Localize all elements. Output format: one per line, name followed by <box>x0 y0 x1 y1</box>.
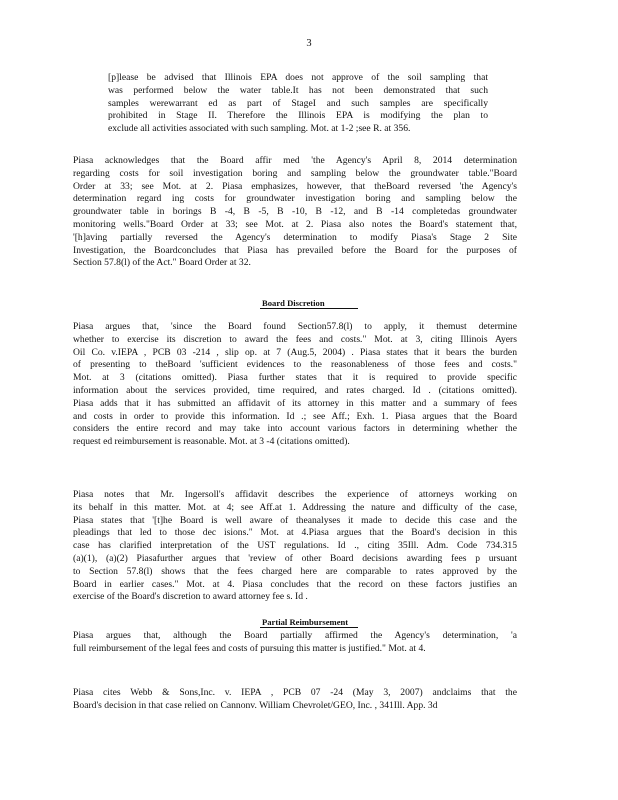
paragraph-board-affirmed <box>73 155 517 270</box>
text-line: Board in earlier cases." Mot. at 4. Piasa concludes that the record on these factors justifies an <box>73 578 517 590</box>
text-line: case has clarified interpretation of the UST regulations. Id ., citing 35Ill. Adm. Code 734.315 <box>73 540 517 552</box>
text-line: Mot. at 3 (citations omitted). Piasa further states that it is required to provide specific <box>73 372 517 384</box>
paragraph-discretion-argument <box>73 321 517 449</box>
text-line: regarding costs for soil investigation boring and sampling below the groundwater table."Board <box>73 167 517 179</box>
text-line: full reimbursement of the legal fees and costs of pursuing this matter is justified." Mot. at 4. <box>73 642 426 654</box>
text-line: Piasa adds that it has submitted an affidavit of its attorney in this matter and a summary of fees <box>73 397 517 409</box>
page-number: 3 <box>306 38 312 49</box>
text-line: prohibited in Stage II. Therefore the Illinois EPA is modifying the plan to <box>108 110 488 122</box>
text-line: information about the services provided, time required, and rates charged. Id . (citations omitted). <box>73 384 517 396</box>
text-line: '[h]aving partially reversed the Agency's determination to modify Piasa's Stage 2 Site <box>73 231 517 243</box>
text-line: and costs in order to provide this information. Id .; see Aff.; Exh. 1. Piasa argues that the Board <box>73 410 517 422</box>
paragraph-webb-citation <box>73 687 517 713</box>
text-line: determination regard ing costs for groundwater investigation boring and sampling below the <box>73 193 517 205</box>
text-line: exercise of the Board's discretion to award attorney fee s. Id . <box>73 591 308 603</box>
text-line: was performed below the water table.It has not been demonstrated that such <box>108 84 488 96</box>
text-line: pleadings that led to those dec isions." Mot. at 4.Piasa argues that the Board's decision in this <box>73 527 517 539</box>
heading-board-discretion: Board Discretion <box>0 298 618 309</box>
text-line: Piasa argues that, 'since the Board found Section57.8(l) to apply, it themust determine <box>73 321 517 332</box>
text-line: groundwater table in borings B -4, B -5, B -10, B -12, and B -14 completedas groundwater <box>73 206 517 218</box>
text-line: considers the entire record and may take into account various factors in determining whether the <box>73 423 517 435</box>
text-line: Piasa argues that, although the Board partially affirmed the Agency's determination, 'a <box>73 630 517 641</box>
text-line: Section 57.8(l) of the Act." Board Order at 32. <box>73 257 251 269</box>
text-line: Piasa cites Webb & Sons,Inc. v. IEPA , PCB 07 -24 (May 3, 2007) andclaims that the <box>73 687 517 698</box>
text-line: Investigation, the Boardconcludes that Piasa has prevailed before the Board for the purposes of <box>73 244 517 256</box>
heading-partial-reimbursement: Partial Reimbursement <box>0 617 618 628</box>
text-line: to Section 57.8(l) shows that the fees charged here are comparable to rates approved by the <box>73 565 517 577</box>
paragraph-full-reimbursement <box>73 630 517 656</box>
text-line: Piasa notes that Mr. Ingersoll's affidavit describes the experience of attorneys working on <box>73 489 517 500</box>
paragraph-affidavit <box>73 489 517 604</box>
text-line: (a)(1), (a)(2) Piasafurther argues that 'review of other Board decisions awarding fees p ursuant <box>73 552 517 564</box>
text-line: whether to exercise its discretion to award the fees and costs." Mot. at 3, citing Illinois Ayers <box>73 333 517 345</box>
text-line: Oil Co. v.IEPA , PCB 03 -214 , slip op. at 7 (Aug.5, 2004) . Piasa states that it bears the burden <box>73 346 517 358</box>
text-line: samples werewarrant ed as part of StageI and such samples are specifically <box>108 97 488 109</box>
text-line: request ed reimbursement is reasonable. Mot. at 3 -4 (citations omitted). <box>73 436 350 448</box>
text-line: exclude all activities associated with such sampling. Mot. at 1-2 ;see R. at 356. <box>108 123 411 135</box>
block-quote <box>108 72 488 136</box>
text-line: [p]lease be advised that Illinois EPA does not approve of the soil sampling that <box>108 72 488 83</box>
text-line: of presenting to theBoard 'sufficient evidences to the reasonableness of those fees and costs." <box>73 359 517 371</box>
text-line: its behalf in this matter. Mot. at 4; see Aff.at 1. Addressing the nature and difficulty of the case, <box>73 501 517 513</box>
text-line: Piasa acknowledges that the Board affir med 'the Agency's April 8, 2014 determination <box>73 155 517 166</box>
text-line: Order at 33; see Mot. at 2. Piasa emphasizes, however, that theBoard reversed 'the Agency's <box>73 180 517 192</box>
text-line: Board's decision in that case relied on Cannonv. William Chevrolet/GEO, Inc. , 341Ill. App. 3d <box>73 699 438 711</box>
text-line: Piasa states that '[t]he Board is well aware of theanalyses it made to decide this case and the <box>73 514 517 526</box>
text-line: monitoring wells."Board Order at 33; see Mot. at 2. Piasa also notes the Board's statement that, <box>73 218 517 230</box>
